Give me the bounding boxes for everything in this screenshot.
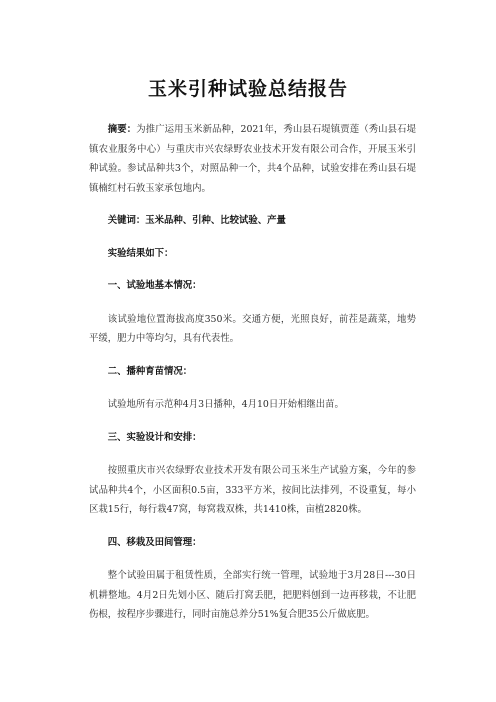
section-1-heading: 一、试验地基本情况： xyxy=(107,280,202,291)
section-1-body: 该试验地位置海拔高度350米。交通方便，光照良好，前茬是蔬菜，地势平缓，肥力中等均匀，具有代表性。 xyxy=(89,313,416,344)
document-title: 玉米引种试验总结报告 xyxy=(147,78,348,100)
abstract-paragraph xyxy=(89,120,416,198)
section-4-heading: 四、移栽及田间管理： xyxy=(107,536,202,548)
abstract-text: 为推广运用玉米新品种，2021年，秀山县石堤镇贾莲（秀山县石堤镇农业服务中心）与重庆市兴农绿野农业技术开发有限公司合作，开展玉米引种试验。参试品种共3个，对照品种一个，共4个品种，试验安排在秀山县石堤镇楠红村石敦玉家承包地内。 xyxy=(89,124,416,194)
keywords-line: 关键词：玉米品种、引种、比较试验、产量 xyxy=(107,215,286,226)
section-2-body: 试验地所有示范种4月3日播种，4月10日开始相继出苗。 xyxy=(107,399,344,410)
section-4-body: 整个试验田属于租赁性质，全部实行统一管理，试验地于3月28日---30日机耕整地。4月2日先划小区、随后打窝丢肥，把肥料刨到一边再移栽，不让肥伤根，按程序步骤进行，同时亩施总养分51%复合肥35公斤做底肥。 xyxy=(89,570,416,620)
section-2-heading: 二、播种育苗情况： xyxy=(107,365,193,377)
results-intro: 实验结果如下： xyxy=(107,247,174,259)
section-3-heading: 三、实验设计和安排： xyxy=(107,431,202,443)
section-3-body: 按照重庆市兴农绿野农业技术开发有限公司玉米生产试验方案，今年的参试品种共4个，小区面积0.5亩，333平方米，按间比法排列，不设重复，每小区栽15行，每行栽47窝，每窝栽双株，共1410株，亩植2820株。 xyxy=(89,465,416,515)
document-body xyxy=(89,120,416,625)
abstract-label: 摘要： xyxy=(107,124,137,135)
